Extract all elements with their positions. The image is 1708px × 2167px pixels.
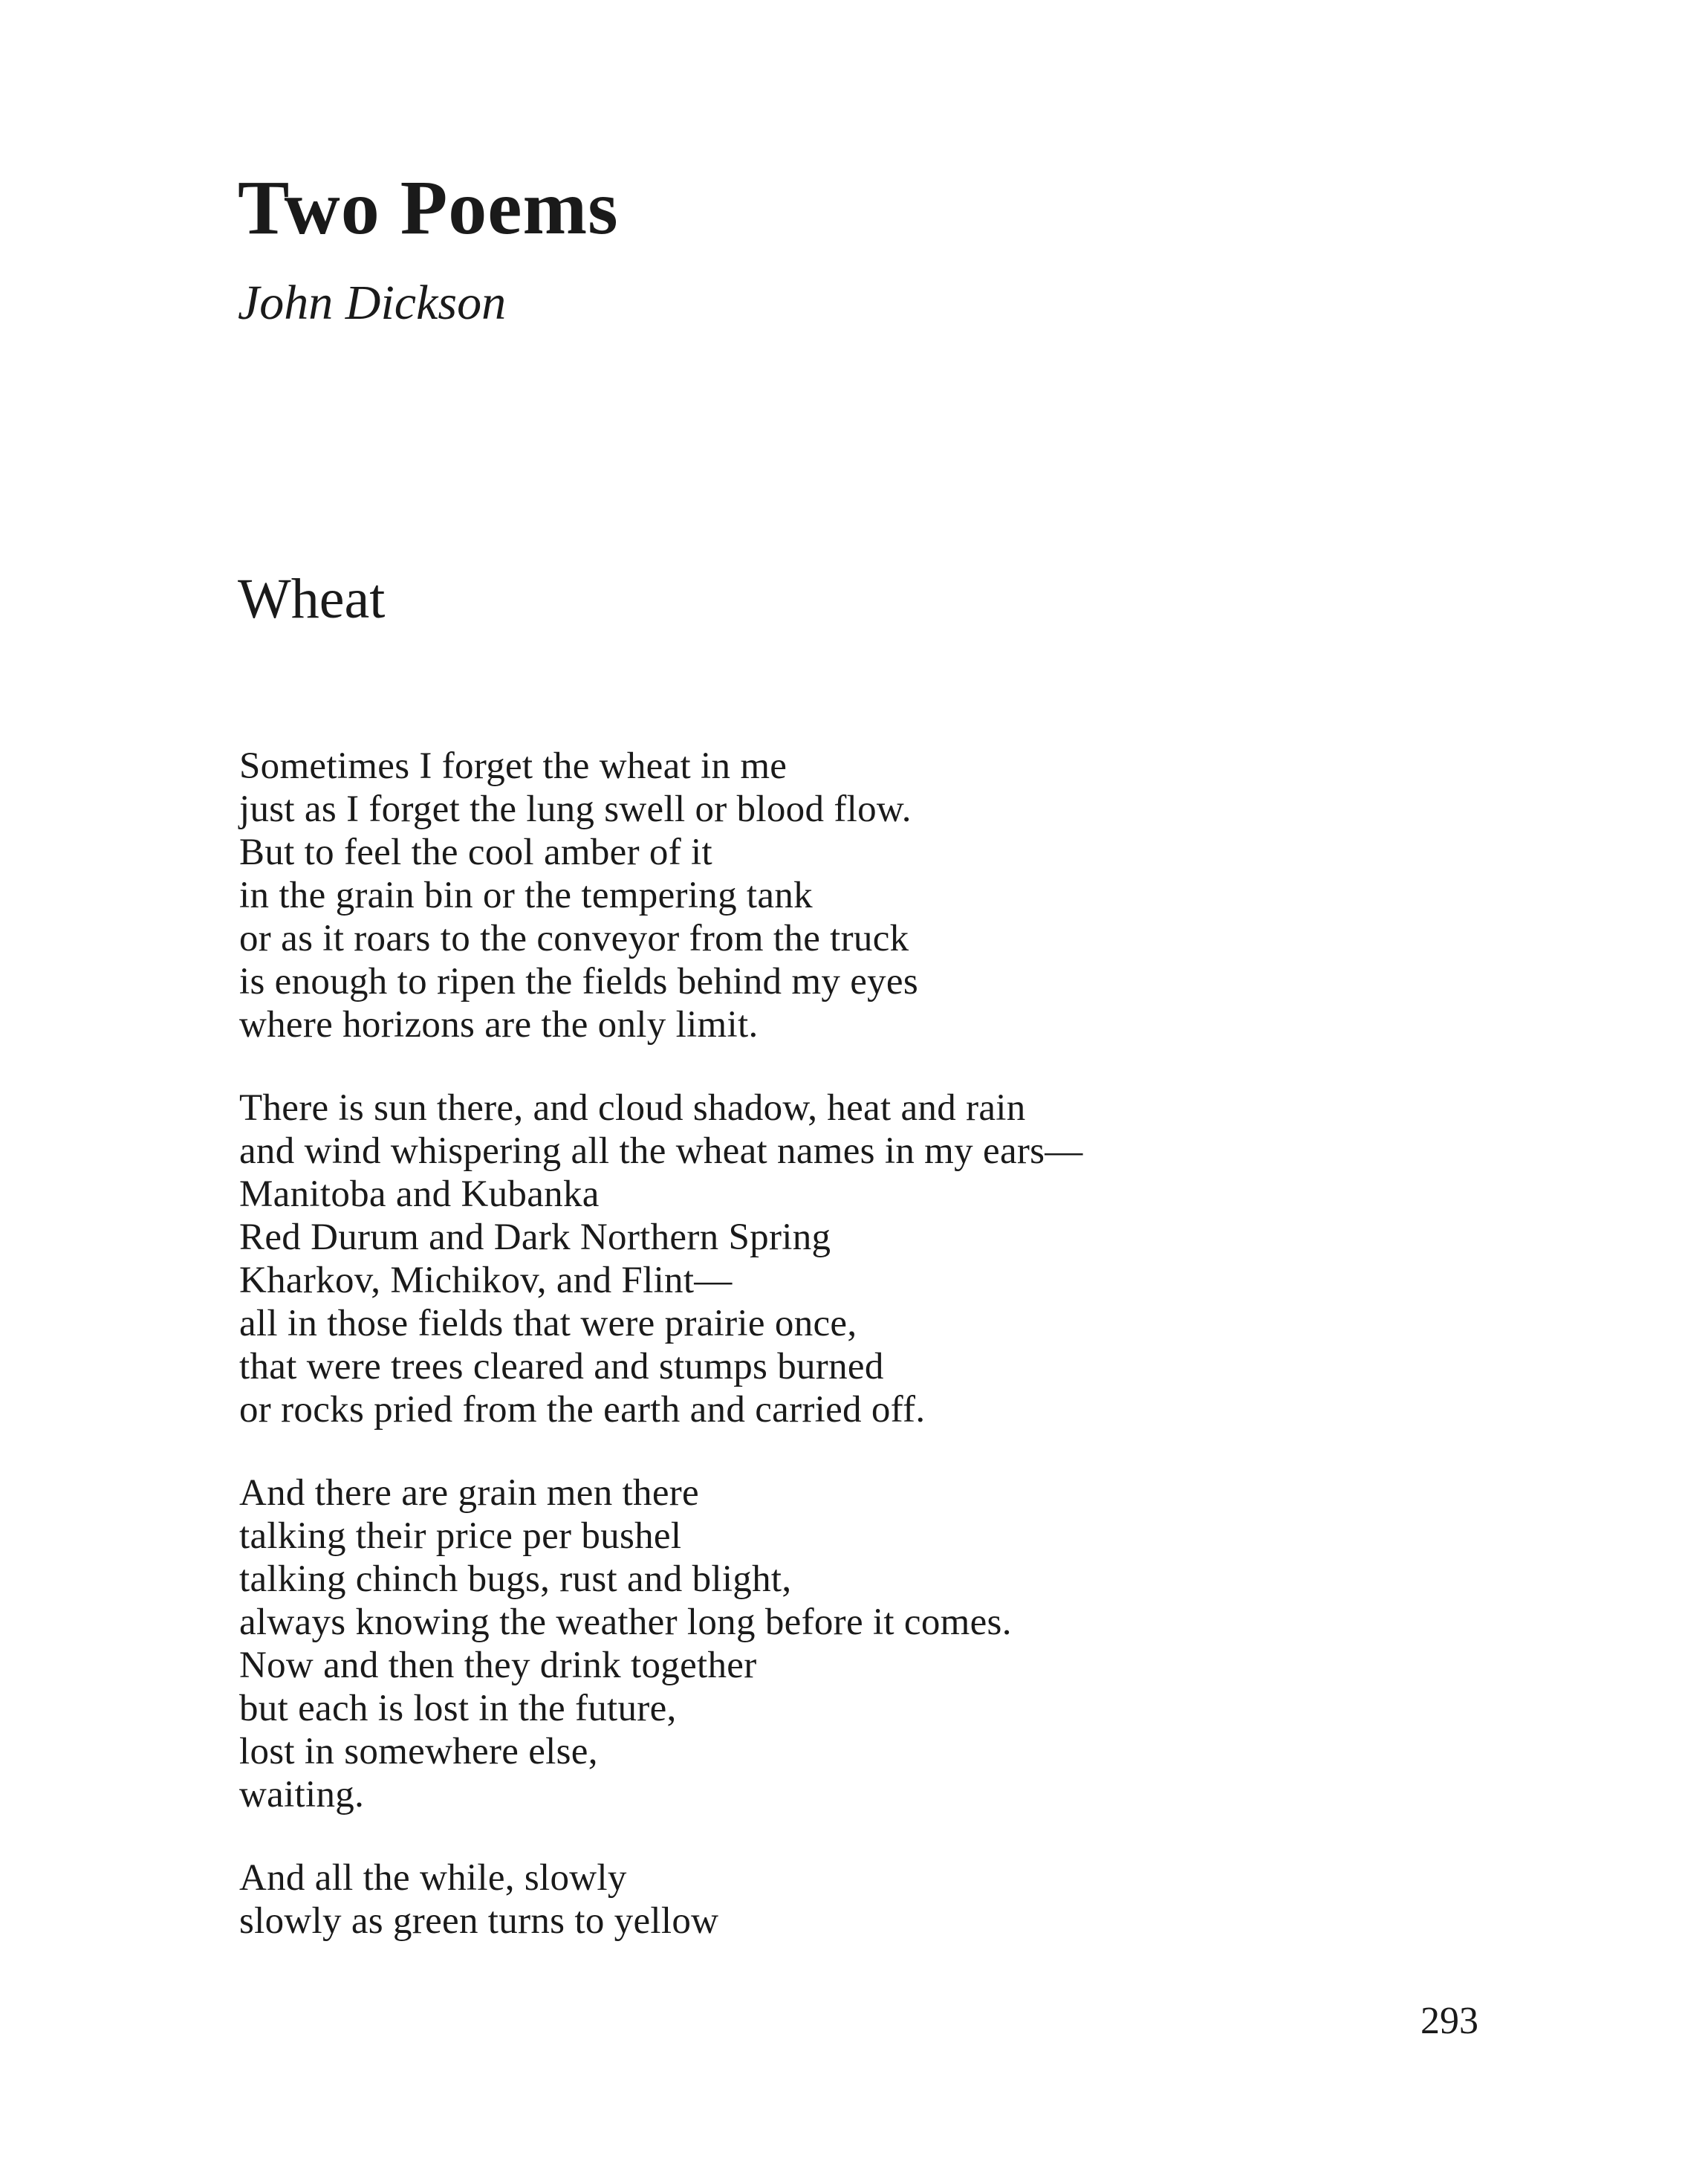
poem-line: that were trees cleared and stumps burned [239, 1346, 884, 1387]
poem-line: Red Durum and Dark Northern Spring [239, 1217, 831, 1258]
poem-line: And there are grain men there [239, 1472, 699, 1514]
poem-line: always knowing the weather long before it comes. [239, 1601, 1012, 1643]
poem-line: lost in somewhere else, [239, 1731, 598, 1772]
poem-line: Now and then they drink together [239, 1645, 757, 1686]
poem-line: Kharkov, Michikov, and Flint— [239, 1260, 733, 1301]
poem-line: and wind whispering all the wheat names in my ears— [239, 1130, 1083, 1172]
poem-line: all in those fields that were prairie once, [239, 1303, 857, 1344]
poem-line: There is sun there, and cloud shadow, heat and rain [239, 1087, 1026, 1129]
poem-line: And all the while, slowly [239, 1857, 627, 1899]
collection-title: Two Poems [238, 165, 619, 250]
stanza-4 [239, 1856, 1083, 1943]
poem-line: is enough to ripen the fields behind my eyes [239, 961, 919, 1002]
poem-line: where horizons are the only limit. [239, 1004, 759, 1046]
poem-title: Wheat [238, 568, 386, 630]
poem-line: but each is lost in the future, [239, 1688, 677, 1729]
poem-line: But to feel the cool amber of it [239, 832, 712, 873]
poem-line: just as I forget the lung swell or blood flow. [239, 788, 912, 830]
stanza-1 [239, 745, 1083, 1046]
poem-body [239, 745, 1083, 1983]
stanza-2 [239, 1086, 1083, 1431]
page-number: 293 [1420, 2000, 1478, 2042]
poem-line: Manitoba and Kubanka [239, 1173, 600, 1215]
poem-line: or as it roars to the conveyor from the truck [239, 918, 909, 959]
poem-line: in the grain bin or the tempering tank [239, 875, 813, 916]
author-name: John Dickson [238, 276, 507, 330]
stanza-3 [239, 1471, 1083, 1816]
poem-line: talking their price per bushel [239, 1515, 682, 1557]
poem-line: waiting. [239, 1774, 365, 1815]
poem-line: slowly as green turns to yellow [239, 1900, 719, 1942]
poem-line: or rocks pried from the earth and carried off. [239, 1389, 926, 1431]
poem-line: Sometimes I forget the wheat in me [239, 745, 788, 787]
poem-line: talking chinch bugs, rust and blight, [239, 1558, 792, 1600]
